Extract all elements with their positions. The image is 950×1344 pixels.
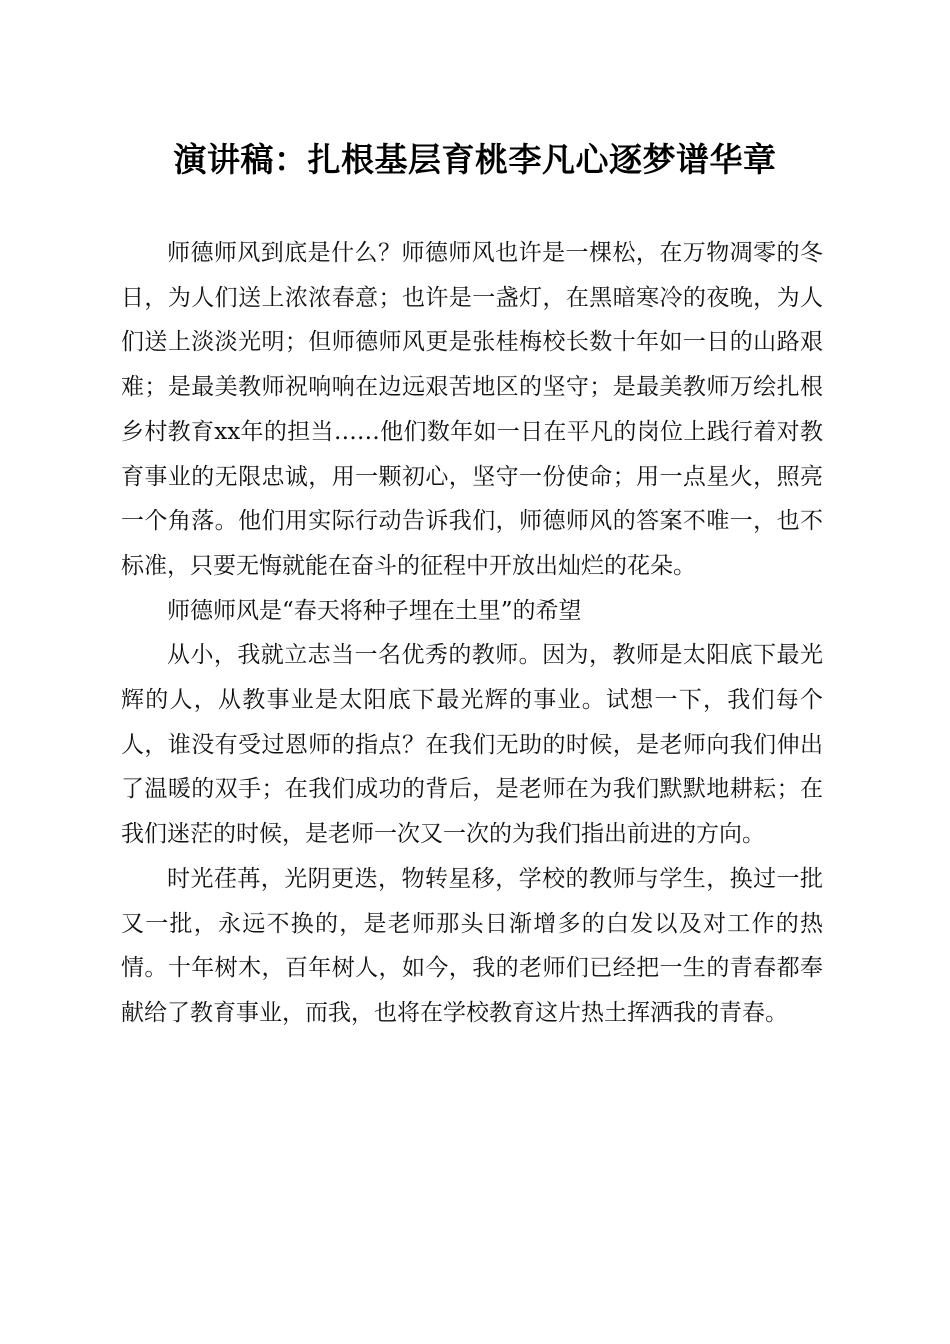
document-title: 演讲稿：扎根基层育桃李凡心逐梦谱华章 bbox=[173, 140, 777, 179]
paragraph-1: 师德师风到底是什么？师德师风也许是一棵松，在万物凋零的冬日，为人们送上浓浓春意；也许是一盏灯，在黑暗寒冷的夜晚，为人们送上淡淡光明；但师德师风更是张桂梅校长数十年如一日的山路艰难；是最美教师祝响响在边远艰苦地区的坚守；是最美教师万绘扎根乡村教育xx年的担当……他们数年如一日在平凡的岗位上践行着对教育事业的无限忠诚，用一颗初心，坚守一份使命；用一点星火，照亮一个角落。他们用实际行动告诉我们，师德师风的答案不唯一，也不标准，只要无悔就能在奋斗的征程中开放出灿烂的花朵。 bbox=[121, 240, 823, 579]
paragraph-2: 从小，我就立志当一名优秀的教师。因为，教师是太阳底下最光辉的人，从教事业是太阳底下最光辉的事业。试想一下，我们每个人，谁没有受过恩师的指点？在我们无助的时候，是老师向我们伸出了温暖的双手；在我们成功的背后，是老师在为我们默默地耕耘；在我们迷茫的时候，是老师一次又一次的为我们指出前进的方向。 bbox=[121, 642, 823, 848]
document-body bbox=[121, 231, 823, 1036]
section-heading: 师德师风是“春天将种子埋在土里”的希望 bbox=[167, 597, 582, 624]
paragraph-3: 时光荏苒，光阴更迭，物转星移，学校的教师与学生，换过一批又一批，永远不换的，是老师那头日渐增多的白发以及对工作的热情。十年树木，百年树人，如今，我的老师们已经把一生的青春都奉献给了教育事业，而我，也将在学校教育这片热土挥洒我的青春。 bbox=[121, 865, 823, 1026]
